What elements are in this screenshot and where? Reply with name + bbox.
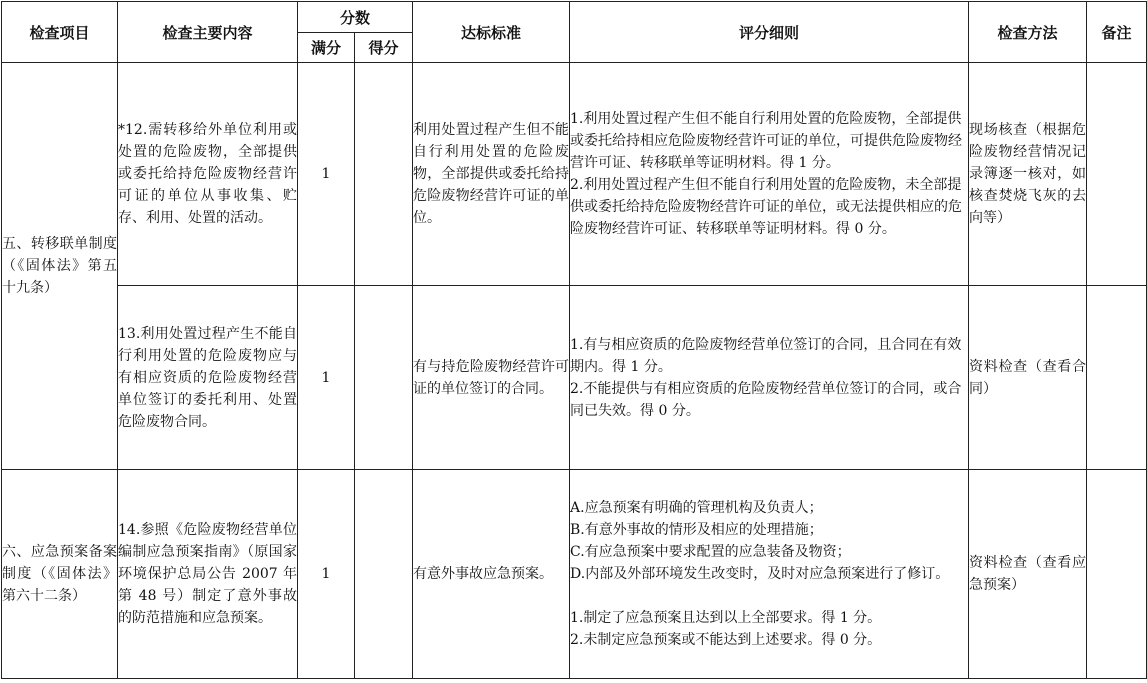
rule-item: A.应急预案有明确的管理机构及负责人； — [570, 500, 823, 516]
header-got-score: 得分 — [355, 33, 413, 63]
rule-item: C.有应急预案中要求配置的应急装备及物资； — [570, 544, 851, 560]
header-full-score: 满分 — [298, 33, 355, 63]
got-score-cell[interactable] — [355, 286, 413, 470]
table-row — [2, 470, 1147, 679]
rule-item: 2.利用处置过程产生但不能自行利用处置的危险废物，未全部提供或委托给持危险废物经营许可证的单位，或无法提供相应的危险废物经营许可证、转移联单等证明材料。得 0 分。 — [570, 177, 963, 237]
content-cell: *12.需转移给外单位利用或处置的危险废物，全部提供或委托给持危险废物经营许可证的单位从事收集、贮存、利用、处置的活动。 — [118, 63, 298, 286]
standard-cell: 利用处置过程产生但不能自行利用处置的危险废物，全部提供或委托给持危险废物经营许可证的单位。 — [413, 63, 570, 286]
method-cell: 资料检查（查看应急预案） — [969, 470, 1087, 679]
rule-spacer — [570, 585, 968, 607]
got-score-cell[interactable] — [355, 470, 413, 679]
header-method: 检查方法 — [969, 2, 1087, 63]
header-score: 分数 — [298, 2, 413, 33]
inspection-table — [1, 1, 1147, 679]
standard-cell: 有意外事故应急预案。 — [413, 470, 570, 679]
remark-cell[interactable] — [1087, 470, 1147, 679]
project-cell: 六、应急预案备案制度（《固体法》第六十二条） — [2, 470, 118, 679]
remark-cell[interactable] — [1087, 63, 1147, 286]
rule-item: 1.利用处置过程产生但不能自行利用处置的危险废物，全部提供或委托给持相应危险废物经营许可证的单位，可提供危险废物经营许可证、转移联单等证明材料。得 1 分。 — [570, 111, 963, 171]
rule-item: D.内部及外部环境发生改变时，及时对应急预案进行了修订。 — [570, 566, 950, 582]
rule-item: 2.不能提供与有相应资质的危险废物经营单位签订的合同，或合同已失效。得 0 分。 — [570, 380, 962, 419]
method-cell: 现场核查（根据危险废物经营情况记录簿逐一核对，如核查焚烧飞灰的去向等） — [969, 63, 1087, 286]
full-score-cell: 1 — [298, 286, 355, 470]
rule-item: 1.制定了应急预案且达到以上全部要求。得 1 分。 — [570, 610, 882, 626]
header-project: 检查项目 — [2, 2, 118, 63]
rules-cell — [570, 286, 969, 470]
standard-cell: 有与持危险废物经营许可证的单位签订的合同。 — [413, 286, 570, 470]
full-score-cell: 1 — [298, 470, 355, 679]
header-remark: 备注 — [1087, 2, 1147, 63]
header-standard: 达标标准 — [413, 2, 570, 63]
remark-cell[interactable] — [1087, 286, 1147, 470]
rule-item: 2.未制定应急预案或不能达到上述要求。得 0 分。 — [570, 632, 882, 648]
table-row — [2, 63, 1147, 286]
content-cell: 13.利用处置过程产生不能自行利用处置的危险废物应与有相应资质的危险废物经营单位签订的委托利用、处置危险废物合同。 — [118, 286, 298, 470]
method-cell: 资料检查（查看合同） — [969, 286, 1087, 470]
table-row — [2, 286, 1147, 470]
header-rules: 评分细则 — [570, 2, 969, 63]
rule-item: B.有意外事故的情形及相应的处理措施； — [570, 522, 823, 538]
header-content: 检查主要内容 — [118, 2, 298, 63]
rules-cell — [570, 63, 969, 286]
header-row-1 — [2, 2, 1147, 33]
rule-item: 1.有与相应资质的危险废物经营单位签订的合同，且合同在有效期内。得 1 分。 — [570, 336, 962, 375]
full-score-cell: 1 — [298, 63, 355, 286]
got-score-cell[interactable] — [355, 63, 413, 286]
project-cell: 五、转移联单制度（《固体法》第五十九条） — [2, 63, 118, 470]
content-cell: 14.参照《危险废物经营单位编制应急预案指南》（原国家环境保护总局公告 2007 年第 48 号）制定了意外事故的防范措施和应急预案。 — [118, 470, 298, 679]
rules-cell — [570, 470, 969, 679]
